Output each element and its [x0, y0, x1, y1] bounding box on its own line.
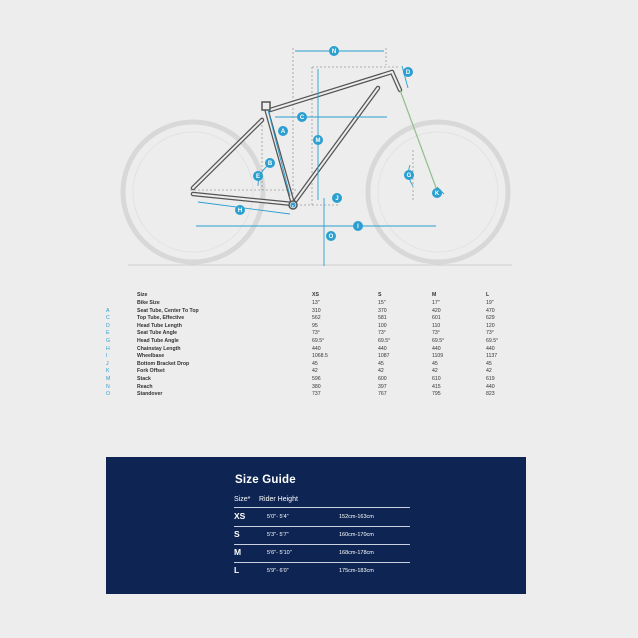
dim-label-o: [326, 231, 336, 241]
svg-text:J: J: [335, 196, 339, 202]
cell-label: Top Tube, Effective: [137, 315, 185, 322]
cell-xs: 380: [312, 383, 321, 390]
size-guide-title: Size Guide: [235, 474, 296, 486]
cell-m: 440: [432, 345, 441, 352]
cell-label: Standover: [137, 391, 163, 398]
size-column-header: Size*: [234, 496, 251, 503]
cell-label: Bike Size: [137, 300, 160, 306]
svg-text:O: O: [328, 234, 334, 240]
size-guide-size: L: [234, 565, 240, 575]
seat-post: [262, 102, 270, 110]
header-size: Size: [137, 292, 148, 298]
cell-s: 600: [378, 376, 387, 382]
size-guide-row: [234, 527, 410, 545]
dim-label-d: [403, 67, 413, 77]
cell-label: Bottom Bracket Drop: [137, 360, 190, 367]
cell-m: 1109: [432, 353, 444, 360]
cell-xs: 95: [312, 322, 318, 329]
cell-l: 73°: [486, 330, 494, 337]
svg-text:C: C: [299, 115, 305, 121]
cell-xs: 73°: [312, 330, 320, 337]
cell-s: 370: [378, 307, 387, 314]
cell-letter: N: [106, 383, 110, 390]
cell-letter: I: [106, 353, 108, 360]
dim-label-h: [235, 205, 245, 215]
svg-text:F: F: [292, 204, 294, 208]
header-xs: XS: [312, 292, 319, 298]
cell-l: 440: [486, 345, 495, 352]
cell-letter: C: [106, 315, 110, 322]
cell-m: 795: [432, 391, 441, 398]
size-guide-height: 5'9"- 6'0": [267, 568, 289, 574]
cell-xs: 310: [312, 307, 321, 314]
size-guide-size: M: [234, 547, 242, 557]
cell-letter: J: [106, 360, 109, 367]
cell-letter: E: [106, 330, 110, 337]
size-guide-size: XS: [234, 511, 246, 521]
cell-label: Fork Offset: [137, 368, 165, 375]
svg-text:D: D: [405, 70, 411, 76]
cell-letter: K: [106, 368, 110, 375]
size-guide-header: [234, 495, 410, 508]
cell-letter: A: [106, 307, 110, 314]
cell-l: 823: [486, 391, 495, 398]
header-m: M: [432, 292, 437, 298]
cell-s: 1087: [378, 353, 390, 360]
cell-s: 397: [378, 383, 387, 390]
size-guide-cm: 168cm-178cm: [339, 550, 374, 556]
svg-text:I: I: [357, 224, 359, 230]
size-guide-row: [234, 563, 410, 581]
cell-s: 73°: [378, 330, 386, 337]
cell-m: 601: [432, 315, 441, 322]
cell-m: 420: [432, 307, 441, 314]
height-column-header: Rider Height: [259, 496, 298, 503]
cell-s: 45: [378, 360, 384, 367]
cell-label: Head Tube Length: [137, 322, 182, 329]
size-guide-height: 5'3"- 5'7": [267, 532, 289, 538]
svg-text:A: A: [280, 129, 286, 135]
geometry-diagram: [0, 0, 638, 290]
svg-text:E: E: [255, 174, 261, 180]
cell-label: Seat Tube, Center To Top: [137, 307, 199, 314]
cell-letter: D: [106, 322, 110, 329]
svg-text:H: H: [237, 208, 243, 214]
svg-text:M: M: [315, 138, 321, 144]
cell-l: 120: [486, 322, 495, 329]
cell-xs: 69.5°: [312, 338, 325, 344]
cell-s: 69.5°: [378, 338, 391, 344]
cell-m: 69.5°: [432, 338, 445, 344]
cell-m: 17": [432, 300, 440, 306]
size-guide-panel: [106, 457, 526, 594]
dim-label-c: [297, 112, 307, 122]
size-guide-cm: 152cm-163cm: [339, 514, 374, 520]
cell-label: Head Tube Angle: [137, 338, 179, 344]
dim-label-a: [278, 126, 288, 136]
cell-letter: O: [106, 391, 111, 398]
svg-text:N: N: [331, 49, 337, 55]
cell-label: Reach: [137, 383, 153, 390]
cell-s: 100: [378, 322, 387, 329]
cell-letter: M: [106, 376, 111, 382]
cell-xs: 596: [312, 376, 321, 382]
cell-l: 45: [486, 360, 492, 367]
size-guide-size: S: [234, 529, 240, 539]
cell-label: Stack: [137, 376, 151, 382]
size-guide-cm: 175cm-183cm: [339, 568, 374, 574]
svg-text:B: B: [267, 161, 273, 167]
size-guide-height: 5'0"- 5'4": [267, 514, 289, 520]
cell-m: 110: [432, 322, 441, 329]
size-guide-height: 5'6"- 5'10": [267, 550, 292, 556]
svg-text:K: K: [434, 191, 440, 197]
cell-l: 1137: [486, 353, 498, 360]
cell-s: 15": [378, 300, 386, 306]
cell-xs: 45: [312, 360, 318, 367]
cell-letter: G: [106, 338, 111, 344]
dim-label-n: [329, 46, 339, 56]
cell-s: 42: [378, 368, 384, 375]
cell-label: Seat Tube Angle: [137, 330, 178, 337]
size-guide-cm: 160cm-170cm: [339, 532, 374, 538]
cell-xs: 562: [312, 315, 321, 322]
cell-label: Wheelbase: [137, 353, 165, 360]
cell-l: 42: [486, 368, 492, 375]
cell-label: Chainstay Length: [137, 345, 181, 352]
table-row: [0, 390, 638, 398]
cell-l: 629: [486, 315, 495, 322]
cell-xs: 440: [312, 345, 321, 352]
geometry-table-header: [0, 291, 638, 299]
cell-letter: H: [106, 345, 110, 352]
cell-l: 470: [486, 307, 495, 314]
dim-label-i: [353, 221, 363, 231]
dim-label-e: [253, 171, 263, 181]
cell-xs: 1068.5: [312, 353, 328, 360]
cell-xs: 42: [312, 368, 318, 375]
svg-text:G: G: [406, 173, 412, 179]
cell-m: 73°: [432, 330, 440, 337]
dim-label-g: [404, 170, 414, 180]
cell-m: 415: [432, 383, 441, 390]
size-guide-row: [234, 545, 410, 563]
cell-l: 440: [486, 383, 495, 390]
header-l: L: [486, 292, 490, 298]
cell-xs: 737: [312, 391, 321, 398]
dim-label-j: [332, 193, 342, 203]
dim-label-m: [313, 135, 323, 145]
cell-s: 767: [378, 391, 387, 398]
cell-s: 440: [378, 345, 387, 352]
header-s: S: [378, 292, 382, 298]
cell-l: 69.5°: [486, 338, 499, 344]
cell-m: 45: [432, 360, 438, 367]
cell-xs: 13": [312, 300, 320, 306]
cell-m: 610: [432, 376, 441, 382]
size-guide-row: [234, 509, 410, 527]
dim-label-b: [265, 158, 275, 168]
cell-l: 619: [486, 376, 495, 382]
cell-s: 581: [378, 315, 387, 322]
dimension-lines: [196, 51, 444, 266]
cell-l: 19": [486, 300, 494, 306]
dim-label-k: [432, 188, 442, 198]
cell-m: 42: [432, 368, 438, 375]
